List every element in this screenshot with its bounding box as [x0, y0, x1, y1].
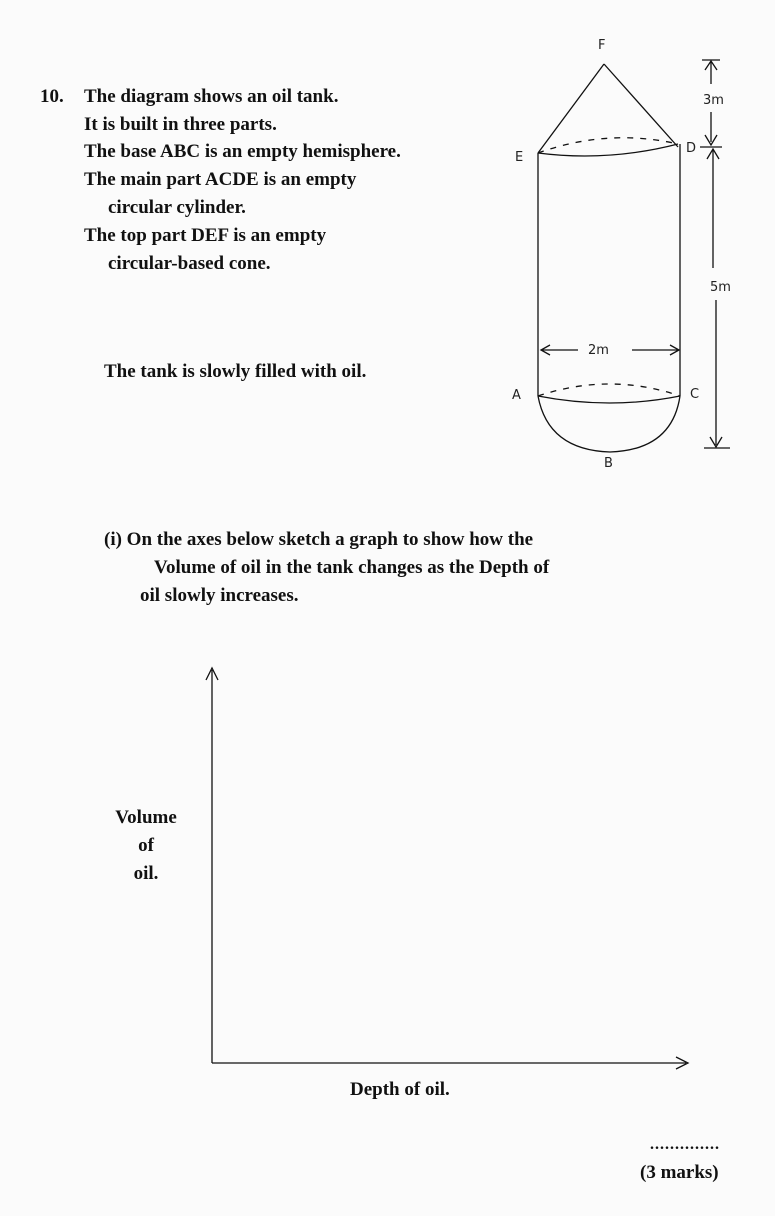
y-axis-label [96, 804, 196, 888]
bottom-ellipse-back [538, 384, 680, 396]
part-i-line: Volume of oil in the tank changes as the Depth of [154, 557, 550, 578]
dim-cylinder-height: 5m [710, 280, 731, 295]
bottom-ellipse-front [538, 396, 680, 403]
question-text-line: It is built in three parts. [84, 114, 277, 135]
x-axis-label: Depth of oil. [350, 1079, 450, 1100]
question-text-line: The base ABC is an empty hemisphere. [84, 141, 401, 162]
question-number: 10. [40, 86, 64, 107]
question-text-line: circular-based cone. [108, 253, 271, 274]
label-E: E [515, 150, 524, 165]
top-ellipse-front [538, 144, 678, 156]
y-axis-label-line: of [138, 835, 154, 856]
part-i-line: oil slowly increases. [140, 585, 299, 606]
dim-diameter: 2m [588, 343, 609, 358]
dim-cone-height: 3m [703, 93, 724, 108]
label-F: F [598, 38, 606, 53]
hemisphere-arc [538, 396, 680, 452]
filled-statement: The tank is slowly filled with oil. [104, 361, 367, 382]
label-A: A [512, 388, 521, 403]
question-text-line: The top part DEF is an empty [84, 225, 327, 246]
part-i-instructions [104, 526, 549, 610]
top-ellipse-back [538, 138, 678, 153]
y-axis-label-line: Volume [115, 807, 177, 828]
label-D: D [686, 141, 697, 156]
label-C: C [690, 387, 700, 402]
cone-right-edge [604, 64, 678, 147]
question-text-line: The main part ACDE is an empty [84, 169, 357, 190]
question-text-line: circular cylinder. [108, 197, 246, 218]
part-i-line: (i) On the axes below sketch a graph to show how the [104, 529, 534, 550]
y-axis-label-line: oil. [133, 863, 159, 884]
answer-dots: .............. [650, 1136, 720, 1153]
question-text-line: The diagram shows an oil tank. [84, 86, 339, 107]
label-B: B [604, 456, 613, 471]
marks-label: (3 marks) [640, 1162, 719, 1183]
